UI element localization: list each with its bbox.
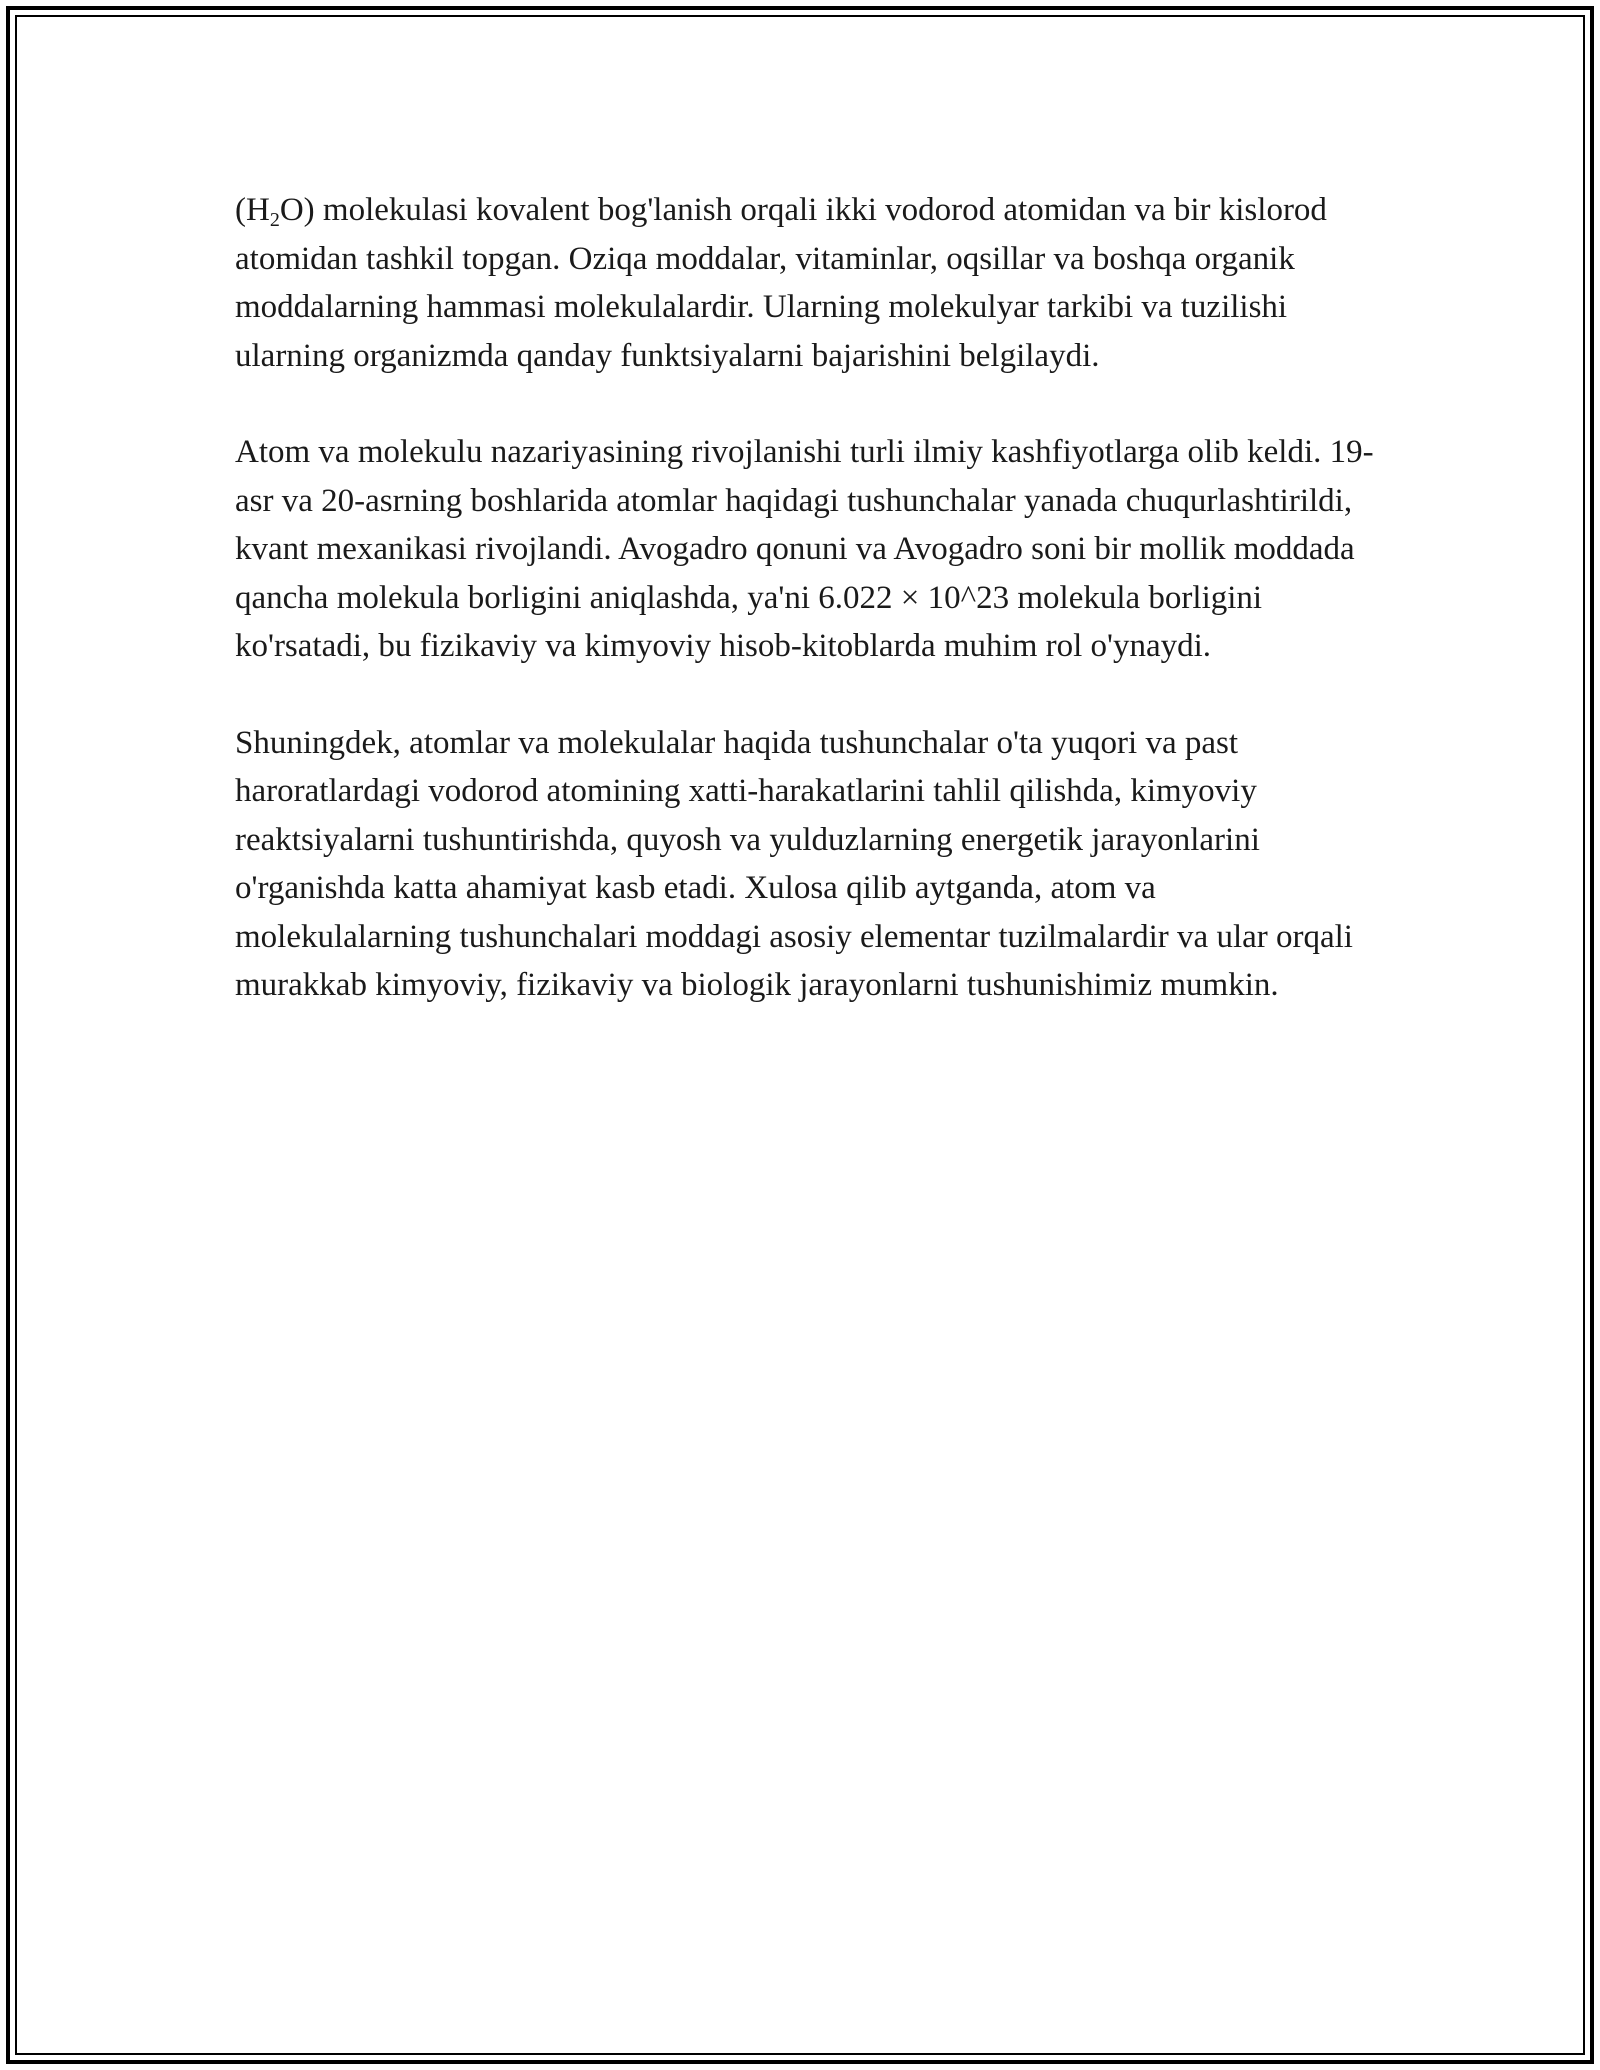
formula-subscript: 2 [269, 209, 280, 231]
paragraph-conclusion: Shuningdek, atomlar va molekulalar haqida tushunchalar o'ta yuqori va past haroratlardagi vodorod atomining xatti-harakatlarini tahlil qilishda, kimyoviy reaktsiyalarni tushuntirishda, quyosh va yulduzlarning energetik jarayonlarini o'rganishda katta ahamiyat kasb etadi. Xulosa qilib aytganda, atom va molekulalarning tushunchalari moddagi asosiy elementar tuzilmalardir va ular orqali murakkab kimyoviy, fizikaviy va biologik jarayonlarni tushunishimiz mumkin. [235, 724, 1353, 1003]
formula-prefix: (H [235, 192, 270, 228]
document-body [235, 186, 1375, 1058]
paragraph-water-molecule [235, 186, 1375, 380]
paragraph-text: O) molekulasi kovalent bog'lanish orqali ikki vodorod atomidan va bir kislorod atomidan tashkil topgan. Oziqa moddalar, vitaminlar, oqsillar va boshqa organik moddalarning hammasi molekulalardir. Ularning molekulyar tarkibi va tuzilishi ularning organizmda qanday funktsiyalarni bajarishini belgilaydi. [235, 192, 1327, 374]
paragraph-atomic-theory: Atom va molekulu nazariyasining rivojlanishi turli ilmiy kashfiyotlarga olib keldi. 19-asr va 20-asrning boshlarida atomlar haqidagi tushunchalar yanada chuqurlashtirildi, kvant mexanikasi rivojlandi. Avogadro qonuni va Avogadro soni bir mollik moddada qancha molekula borligini aniqlashda, ya'ni 6.022 × 10^23 molekula borligini ko'rsatadi, bu fizikaviy va kimyoviy hisob-kitoblarda muhim rol o'ynaydi. [235, 434, 1374, 664]
